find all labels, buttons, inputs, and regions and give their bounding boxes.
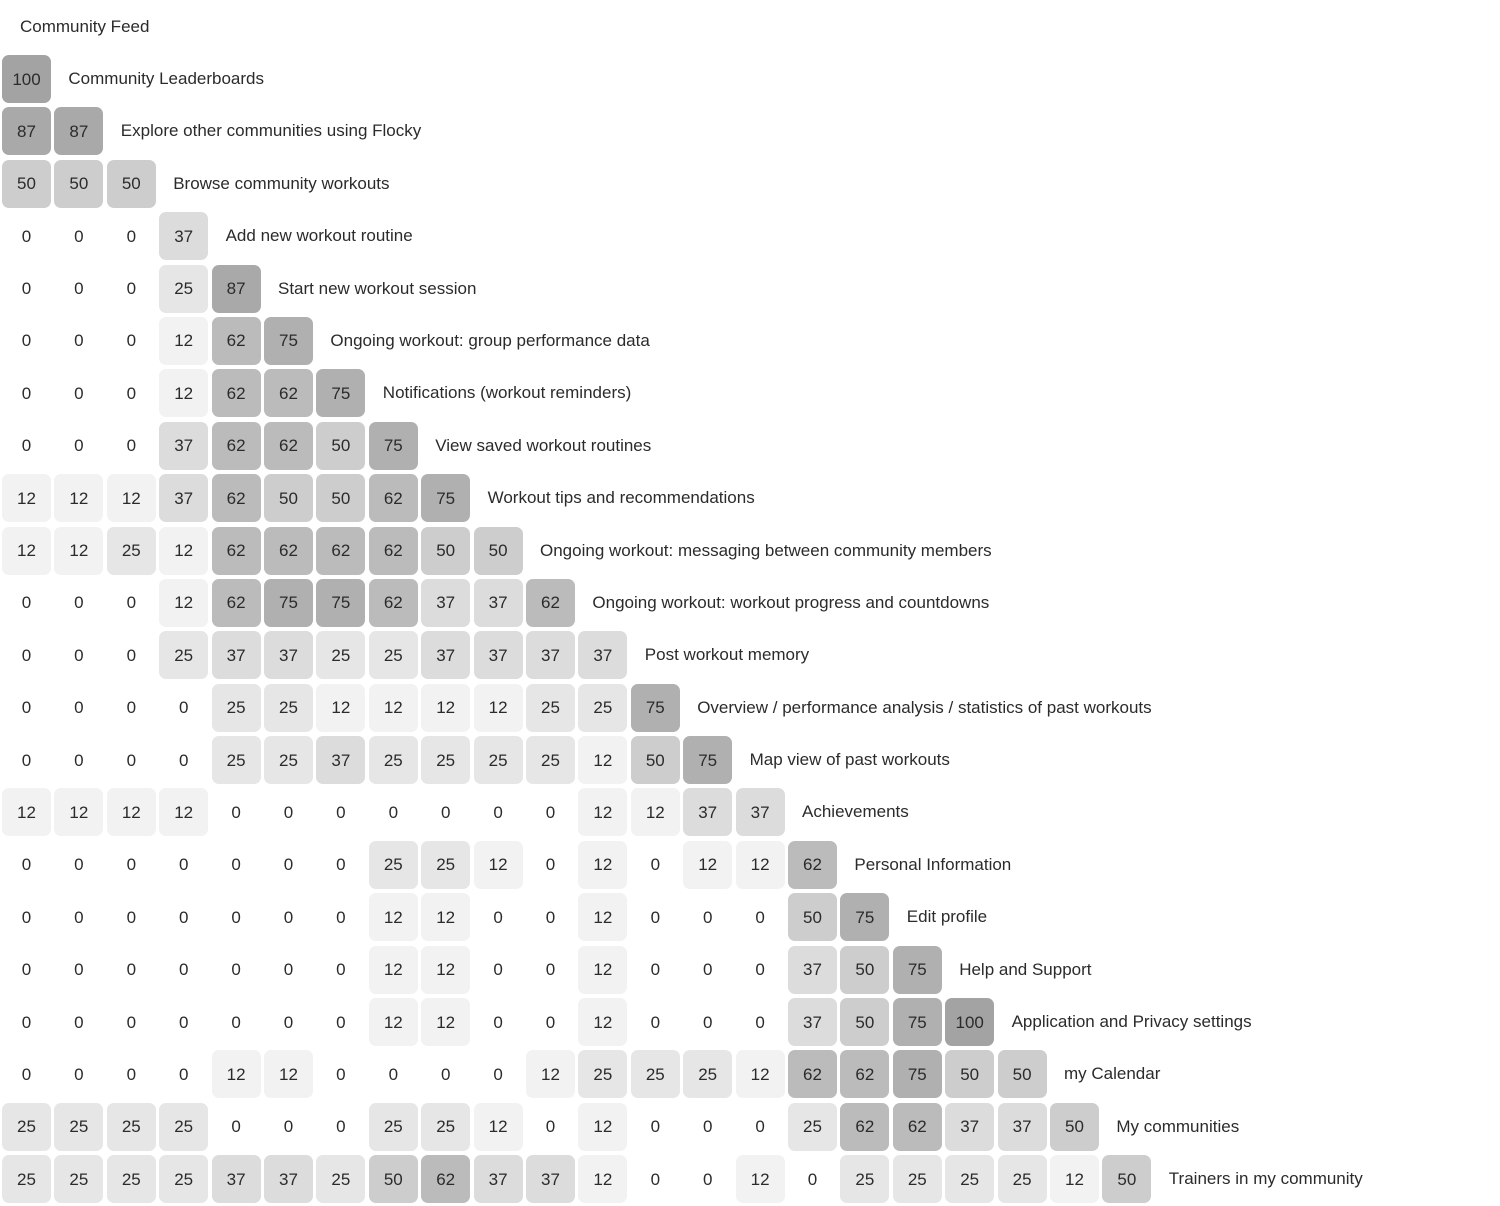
- dsm-row: [0, 1048, 1500, 1100]
- dsm-row-label: Edit profile: [906, 907, 988, 927]
- dsm-cell-empty[interactable]: 0: [702, 1169, 713, 1189]
- dsm-cell[interactable]: 25: [421, 1103, 470, 1151]
- dsm-cell[interactable]: 75: [264, 317, 313, 365]
- dsm-cell[interactable]: 12: [421, 893, 470, 941]
- dsm-cell-empty[interactable]: 0: [650, 1169, 661, 1189]
- dsm-cell[interactable]: 62: [369, 474, 418, 522]
- dsm-cell[interactable]: 12: [54, 788, 103, 836]
- dsm-cell[interactable]: 62: [526, 579, 575, 627]
- dsm-cell[interactable]: 25: [212, 684, 261, 732]
- dsm-cell-empty[interactable]: 0: [178, 1012, 189, 1032]
- dsm-cell[interactable]: 12: [316, 684, 365, 732]
- dsm-cell[interactable]: 25: [998, 1155, 1047, 1203]
- dsm-cell-empty[interactable]: 0: [21, 750, 32, 770]
- dsm-cell[interactable]: 62: [264, 422, 313, 470]
- dsm-cell[interactable]: 62: [264, 369, 313, 417]
- dsm-row: [0, 1153, 1500, 1205]
- dsm-cell-empty[interactable]: 0: [74, 1064, 84, 1084]
- dsm-cell[interactable]: 62: [264, 527, 313, 575]
- dsm-row: [0, 105, 1500, 157]
- dsm-cell[interactable]: 37: [421, 579, 470, 627]
- dsm-cell[interactable]: 37: [421, 631, 470, 679]
- dsm-cell-empty[interactable]: 0: [74, 383, 84, 403]
- dsm-cell-empty[interactable]: 0: [283, 960, 294, 980]
- dsm-cell[interactable]: 62: [212, 527, 261, 575]
- dsm-row: [0, 996, 1500, 1048]
- dsm-cell-empty[interactable]: 0: [493, 960, 503, 980]
- dsm-cell[interactable]: 50: [1102, 1155, 1151, 1203]
- dsm-cell-empty[interactable]: 0: [21, 383, 32, 403]
- dsm-cell-empty[interactable]: 0: [126, 593, 137, 613]
- dsm-cell[interactable]: 62: [316, 527, 365, 575]
- dsm-cell[interactable]: 12: [264, 1050, 313, 1098]
- dsm-cell[interactable]: 25: [2, 1103, 51, 1151]
- dsm-cell[interactable]: 25: [107, 1103, 156, 1151]
- dsm-cell[interactable]: 62: [369, 527, 418, 575]
- dsm-row-label: Ongoing workout: group performance data: [330, 330, 650, 350]
- dsm-cell[interactable]: 25: [526, 684, 575, 732]
- dsm-cell[interactable]: 25: [159, 1103, 208, 1151]
- dsm-cell[interactable]: 62: [840, 1050, 889, 1098]
- dsm-cell-empty[interactable]: 0: [74, 1012, 84, 1032]
- dsm-row: [0, 158, 1500, 210]
- dsm-cell-empty[interactable]: 0: [178, 960, 189, 980]
- dsm-cell[interactable]: 12: [683, 841, 732, 889]
- dsm-cell-empty[interactable]: 0: [178, 855, 189, 875]
- dsm-cell[interactable]: 25: [945, 1155, 994, 1203]
- dsm-cell[interactable]: 75: [369, 422, 418, 470]
- dsm-cell[interactable]: 25: [631, 1050, 680, 1098]
- dsm-cell-empty[interactable]: 0: [126, 331, 137, 351]
- dsm-cell[interactable]: 62: [788, 1050, 837, 1098]
- dsm-cell-empty[interactable]: 0: [283, 907, 294, 927]
- dsm-cell-empty[interactable]: 0: [545, 1012, 556, 1032]
- dsm-cell[interactable]: 12: [578, 946, 627, 994]
- dsm-row-label: Start new workout session: [278, 278, 477, 298]
- dsm-cell-empty[interactable]: 0: [21, 593, 32, 613]
- dsm-cell[interactable]: 25: [107, 1155, 156, 1203]
- dsm-cell-empty[interactable]: 0: [74, 279, 84, 299]
- dsm-cell-empty[interactable]: 0: [283, 802, 294, 822]
- dsm-cell-empty[interactable]: 0: [702, 960, 713, 980]
- dsm-cell[interactable]: 50: [316, 474, 365, 522]
- dsm-cell-empty[interactable]: 0: [126, 1064, 137, 1084]
- dsm-row: [0, 629, 1500, 681]
- dsm-cell[interactable]: 25: [54, 1155, 103, 1203]
- dsm-cell[interactable]: 37: [474, 579, 523, 627]
- dsm-cell[interactable]: 50: [840, 998, 889, 1046]
- dsm-cell-empty[interactable]: 0: [126, 750, 137, 770]
- dsm-cell[interactable]: 12: [369, 893, 418, 941]
- dsm-cell-empty[interactable]: 0: [545, 907, 556, 927]
- dsm-cell[interactable]: 25: [421, 736, 470, 784]
- dsm-cell[interactable]: 50: [474, 527, 523, 575]
- dsm-cell-empty[interactable]: 0: [545, 855, 556, 875]
- dsm-row-label: Ongoing workout: messaging between community members: [540, 540, 992, 560]
- dsm-row: [0, 786, 1500, 838]
- dsm-cell-empty[interactable]: 0: [126, 645, 137, 665]
- dsm-cell-empty[interactable]: 0: [755, 907, 765, 927]
- dsm-row-label: Overview / performance analysis / statistics of past workouts: [697, 697, 1152, 717]
- dsm-cell[interactable]: 12: [474, 841, 523, 889]
- dsm-cell[interactable]: 12: [369, 998, 418, 1046]
- dsm-cell[interactable]: 25: [107, 527, 156, 575]
- dsm-cell-empty[interactable]: 0: [21, 226, 32, 246]
- dsm-row-label: View saved workout routines: [435, 435, 652, 455]
- dsm-cell[interactable]: 12: [107, 474, 156, 522]
- dsm-cell[interactable]: 12: [421, 946, 470, 994]
- dsm-row: [0, 315, 1500, 367]
- dsm-cell[interactable]: 12: [54, 527, 103, 575]
- dsm-row: [0, 367, 1500, 419]
- dsm-cell-empty[interactable]: 0: [650, 907, 661, 927]
- dsm-cell[interactable]: 37: [788, 946, 837, 994]
- dsm-cell[interactable]: 12: [2, 527, 51, 575]
- dsm-cell-empty[interactable]: 0: [126, 698, 137, 718]
- dsm-cell[interactable]: 12: [578, 841, 627, 889]
- dsm-cell[interactable]: 75: [893, 998, 942, 1046]
- dsm-cell[interactable]: 37: [683, 788, 732, 836]
- dsm-row: [0, 53, 1500, 105]
- dsm-cell[interactable]: 12: [526, 1050, 575, 1098]
- dsm-row: [0, 682, 1500, 734]
- dsm-cell-empty[interactable]: 0: [126, 226, 137, 246]
- dsm-cell[interactable]: 87: [2, 107, 51, 155]
- dsm-row-label: Ongoing workout: workout progress and countdowns: [592, 592, 990, 612]
- dsm-cell[interactable]: 50: [316, 422, 365, 470]
- dsm-cell[interactable]: 37: [159, 474, 208, 522]
- dsm-cell[interactable]: 25: [526, 736, 575, 784]
- dsm-cell-empty[interactable]: 0: [545, 1117, 556, 1137]
- dsm-cell-empty[interactable]: 0: [440, 802, 451, 822]
- dsm-cell[interactable]: 25: [421, 841, 470, 889]
- dsm-cell-empty[interactable]: 0: [178, 750, 189, 770]
- dsm-cell-empty[interactable]: 0: [336, 1117, 346, 1137]
- dsm-cell[interactable]: 75: [316, 579, 365, 627]
- dsm-cell-empty[interactable]: 0: [74, 750, 84, 770]
- dsm-cell[interactable]: 25: [474, 736, 523, 784]
- dsm-cell-empty[interactable]: 0: [283, 1012, 294, 1032]
- page-title: Community Feed: [20, 17, 150, 36]
- dsm-cell-empty[interactable]: 0: [388, 1064, 399, 1084]
- dsm-cell[interactable]: 37: [474, 1155, 523, 1203]
- dsm-cell[interactable]: 50: [2, 160, 51, 208]
- dsm-row: [0, 577, 1500, 629]
- dsm-row-container: [0, 53, 1500, 1206]
- dsm-row-label: Notifications (workout reminders): [382, 383, 632, 403]
- dsm-row-label: Post workout memory: [644, 645, 810, 665]
- dsm-cell[interactable]: 50: [631, 736, 680, 784]
- dsm-cell-empty[interactable]: 0: [545, 802, 556, 822]
- dsm-row: [0, 472, 1500, 524]
- dsm-cell-empty[interactable]: 0: [650, 960, 661, 980]
- dsm-cell[interactable]: 75: [840, 893, 889, 941]
- dsm-cell[interactable]: 37: [212, 1155, 261, 1203]
- dsm-cell[interactable]: 100: [945, 998, 994, 1046]
- dsm-cell[interactable]: 12: [159, 788, 208, 836]
- dsm-cell[interactable]: 12: [736, 841, 785, 889]
- dsm-row: [0, 944, 1500, 996]
- dsm-row-label: Personal Information: [854, 854, 1012, 874]
- dsm-cell[interactable]: 25: [369, 841, 418, 889]
- dsm-cell-empty[interactable]: 0: [336, 1012, 346, 1032]
- dsm-row: [0, 210, 1500, 262]
- dsm-cell[interactable]: 25: [369, 631, 418, 679]
- dsm-cell[interactable]: 12: [736, 1155, 785, 1203]
- dsm-cell[interactable]: 12: [736, 1050, 785, 1098]
- dsm-cell[interactable]: 12: [578, 1155, 627, 1203]
- dsm-cell[interactable]: 12: [1050, 1155, 1099, 1203]
- dsm-cell[interactable]: 25: [159, 631, 208, 679]
- dsm-cell[interactable]: 50: [1050, 1103, 1099, 1151]
- dsm-cell[interactable]: 75: [264, 579, 313, 627]
- dsm-cell[interactable]: 25: [683, 1050, 732, 1098]
- dsm-cell-empty[interactable]: 0: [21, 960, 32, 980]
- dsm-cell[interactable]: 25: [369, 1103, 418, 1151]
- dsm-cell[interactable]: 25: [369, 736, 418, 784]
- dsm-cell-empty[interactable]: 0: [178, 907, 189, 927]
- dsm-cell-empty[interactable]: 0: [74, 960, 84, 980]
- dsm-cell-empty[interactable]: 0: [755, 1012, 765, 1032]
- dsm-row-label: Application and Privacy settings: [1011, 1012, 1252, 1032]
- dsm-cell[interactable]: 25: [578, 1050, 627, 1098]
- dsm-cell-empty[interactable]: 0: [231, 1117, 241, 1137]
- dsm-cell-empty[interactable]: 0: [74, 855, 84, 875]
- dsm-cell-empty[interactable]: 0: [283, 855, 294, 875]
- dsm-cell[interactable]: 37: [264, 631, 313, 679]
- dsm-cell[interactable]: 37: [159, 212, 208, 260]
- dsm-cell-empty[interactable]: 0: [807, 1169, 818, 1189]
- dsm-row-label: Add new workout routine: [225, 226, 413, 246]
- dsm-cell[interactable]: 12: [2, 788, 51, 836]
- dsm-cell-empty[interactable]: 0: [126, 1012, 137, 1032]
- dsm-cell[interactable]: 62: [788, 841, 837, 889]
- dsm-cell-empty[interactable]: 0: [126, 855, 137, 875]
- dsm-cell-empty[interactable]: 0: [650, 1012, 661, 1032]
- dsm-cell-empty[interactable]: 0: [74, 907, 84, 927]
- dsm-cell-empty[interactable]: 0: [178, 1064, 189, 1084]
- dsm-cell[interactable]: 100: [2, 55, 51, 103]
- dsm-cell[interactable]: 62: [212, 579, 261, 627]
- dsm-cell[interactable]: 37: [264, 1155, 313, 1203]
- dsm-cell[interactable]: 50: [840, 946, 889, 994]
- dsm-cell-empty[interactable]: 0: [74, 645, 84, 665]
- dsm-cell[interactable]: 37: [945, 1103, 994, 1151]
- dsm-cell[interactable]: 12: [474, 684, 523, 732]
- dsm-cell-empty[interactable]: 0: [650, 1117, 661, 1137]
- dsm-row: [0, 1101, 1500, 1153]
- dsm-cell[interactable]: 62: [369, 579, 418, 627]
- dsm-cell-empty[interactable]: 0: [126, 383, 137, 403]
- dsm-cell[interactable]: 37: [526, 631, 575, 679]
- dsm-row-label: Help and Support: [959, 959, 1092, 979]
- dsm-cell-empty[interactable]: 0: [231, 855, 241, 875]
- dsm-cell-empty[interactable]: 0: [21, 1064, 32, 1084]
- dsm-row-label: Achievements: [802, 802, 909, 822]
- dsm-cell[interactable]: 37: [474, 631, 523, 679]
- dsm-cell[interactable]: 12: [54, 474, 103, 522]
- dsm-cell[interactable]: 12: [159, 317, 208, 365]
- dsm-cell[interactable]: 50: [54, 160, 103, 208]
- dsm-cell[interactable]: 12: [159, 369, 208, 417]
- dsm-cell[interactable]: 12: [421, 998, 470, 1046]
- dsm-cell[interactable]: 50: [998, 1050, 1047, 1098]
- dsm-cell-empty[interactable]: 0: [74, 226, 84, 246]
- dsm-cell[interactable]: 25: [212, 736, 261, 784]
- dsm-cell[interactable]: 50: [369, 1155, 418, 1203]
- dsm-cell-empty[interactable]: 0: [702, 1117, 713, 1137]
- dsm-cell[interactable]: 37: [998, 1103, 1047, 1151]
- dsm-cell-empty[interactable]: 0: [21, 436, 32, 456]
- dsm-row-label: Community Leaderboards: [68, 69, 264, 88]
- dsm-cell[interactable]: 37: [159, 422, 208, 470]
- dsm-cell-empty[interactable]: 0: [755, 1117, 765, 1137]
- dsm-row-label: Map view of past workouts: [749, 750, 950, 770]
- dsm-cell[interactable]: 87: [54, 107, 103, 155]
- dsm-cell[interactable]: 12: [631, 788, 680, 836]
- dsm-cell[interactable]: 25: [578, 684, 627, 732]
- dsm-cell-empty[interactable]: 0: [493, 1064, 503, 1084]
- dsm-cell-empty[interactable]: 0: [21, 279, 32, 299]
- dsm-cell[interactable]: 25: [54, 1103, 103, 1151]
- dsm-cell[interactable]: 12: [107, 788, 156, 836]
- dsm-cell[interactable]: 62: [840, 1103, 889, 1151]
- dsm-cell-empty[interactable]: 0: [702, 1012, 713, 1032]
- dsm-row-label: Browse community workouts: [173, 173, 390, 193]
- dsm-cell-empty[interactable]: 0: [336, 802, 346, 822]
- dsm-cell-empty[interactable]: 0: [126, 279, 137, 299]
- dsm-cell[interactable]: 12: [578, 1103, 627, 1151]
- dsm-cell[interactable]: 37: [578, 631, 627, 679]
- dsm-cell[interactable]: 75: [683, 736, 732, 784]
- dsm-cell[interactable]: 25: [788, 1103, 837, 1151]
- dsm-cell-empty[interactable]: 0: [21, 698, 32, 718]
- dsm-row: [0, 420, 1500, 472]
- dsm-cell[interactable]: 50: [264, 474, 313, 522]
- dsm-cell-empty[interactable]: 0: [21, 331, 32, 351]
- dsm-cell-empty[interactable]: 0: [755, 960, 765, 980]
- dsm-cell-empty[interactable]: 0: [21, 645, 32, 665]
- dsm-row: [0, 839, 1500, 891]
- dsm-cell[interactable]: 37: [526, 1155, 575, 1203]
- dsm-cell[interactable]: 75: [631, 684, 680, 732]
- dsm-cell[interactable]: 25: [264, 736, 313, 784]
- dsm-cell-empty[interactable]: 0: [493, 907, 503, 927]
- dsm-cell-empty[interactable]: 0: [440, 1064, 451, 1084]
- dsm-cell[interactable]: 62: [212, 474, 261, 522]
- dsm-cell-empty[interactable]: 0: [231, 802, 241, 822]
- dsm-cell-empty[interactable]: 0: [74, 698, 84, 718]
- dsm-cell-empty[interactable]: 0: [231, 1012, 241, 1032]
- dsm-row-label: Explore other communities using Flocky: [120, 121, 422, 141]
- dsm-cell[interactable]: 25: [159, 1155, 208, 1203]
- dsm-cell-empty[interactable]: 0: [493, 1012, 503, 1032]
- dsm-cell-empty[interactable]: 0: [702, 907, 713, 927]
- dsm-cell-empty[interactable]: 0: [231, 907, 241, 927]
- dsm-cell-empty[interactable]: 0: [21, 855, 32, 875]
- dsm-cell[interactable]: 12: [474, 1103, 523, 1151]
- dsm-row: [0, 734, 1500, 786]
- dsm-cell-empty[interactable]: 0: [126, 907, 137, 927]
- dsm-cell-empty[interactable]: 0: [126, 436, 137, 456]
- dsm-cell-empty[interactable]: 0: [336, 855, 346, 875]
- dsm-cell[interactable]: 75: [316, 369, 365, 417]
- dsm-cell-empty[interactable]: 0: [388, 802, 399, 822]
- dsm-cell[interactable]: 37: [788, 998, 837, 1046]
- dsm-row: [0, 263, 1500, 315]
- dsm-cell[interactable]: 12: [159, 527, 208, 575]
- dsm-cell[interactable]: 12: [212, 1050, 261, 1098]
- dsm-cell[interactable]: 12: [159, 579, 208, 627]
- dsm-cell[interactable]: 62: [212, 317, 261, 365]
- dsm-row-label: Trainers in my community: [1168, 1169, 1363, 1189]
- dsm-cell[interactable]: 12: [2, 474, 51, 522]
- dsm-cell[interactable]: 25: [159, 265, 208, 313]
- dsm-cell-empty[interactable]: 0: [21, 907, 32, 927]
- dsm-cell[interactable]: 62: [421, 1155, 470, 1203]
- dsm-cell[interactable]: 12: [578, 998, 627, 1046]
- dsm-row-label: my Calendar: [1064, 1064, 1161, 1084]
- dsm-cell-empty[interactable]: 0: [126, 960, 137, 980]
- dsm-cell[interactable]: 12: [578, 788, 627, 836]
- dsm-cell[interactable]: 12: [578, 893, 627, 941]
- dsm-cell[interactable]: 50: [421, 527, 470, 575]
- dsm-cell[interactable]: 37: [212, 631, 261, 679]
- dsm-cell-empty[interactable]: 0: [336, 960, 346, 980]
- dsm-cell[interactable]: 87: [212, 265, 261, 313]
- dsm-cell[interactable]: 75: [893, 1050, 942, 1098]
- dsm-cell-empty[interactable]: 0: [493, 802, 503, 822]
- dsm-cell-empty[interactable]: 0: [283, 1117, 294, 1137]
- dsm-cell[interactable]: 25: [2, 1155, 51, 1203]
- dsm-row: [0, 525, 1500, 577]
- dsm-cell[interactable]: 50: [788, 893, 837, 941]
- dsm-cell[interactable]: 25: [316, 1155, 365, 1203]
- dsm-cell[interactable]: 62: [212, 369, 261, 417]
- dsm-cell[interactable]: 37: [736, 788, 785, 836]
- dsm-cell-empty[interactable]: 0: [650, 855, 661, 875]
- dsm-cell-empty[interactable]: 0: [336, 1064, 346, 1084]
- dsm-cell[interactable]: 12: [369, 684, 418, 732]
- dsm-cell-empty[interactable]: 0: [74, 331, 84, 351]
- dsm-cell[interactable]: 25: [893, 1155, 942, 1203]
- dsm-cell-empty[interactable]: 0: [336, 907, 346, 927]
- dsm-row-label: Workout tips and recommendations: [487, 488, 755, 508]
- dsm-cell[interactable]: 12: [578, 736, 627, 784]
- dsm-cell[interactable]: 62: [893, 1103, 942, 1151]
- dsm-cell[interactable]: 75: [893, 946, 942, 994]
- dsm-cell[interactable]: 12: [369, 946, 418, 994]
- dsm-cell-empty[interactable]: 0: [74, 436, 84, 456]
- dsm-cell-empty[interactable]: 0: [21, 1012, 32, 1032]
- dsm-cell-empty[interactable]: 0: [178, 698, 189, 718]
- dsm-cell-empty[interactable]: 0: [545, 960, 556, 980]
- dsm-row: [0, 891, 1500, 943]
- dsm-cell[interactable]: 50: [107, 160, 156, 208]
- dsm-cell[interactable]: 25: [840, 1155, 889, 1203]
- dsm-cell-empty[interactable]: 0: [74, 593, 84, 613]
- dsm-cell-empty[interactable]: 0: [231, 960, 241, 980]
- dsm-cell[interactable]: 75: [421, 474, 470, 522]
- dsm-cell[interactable]: 62: [212, 422, 261, 470]
- dsm-row-label: My communities: [1116, 1116, 1240, 1136]
- dsm-cell[interactable]: 25: [316, 631, 365, 679]
- dsm-cell[interactable]: 25: [264, 684, 313, 732]
- dsm-cell[interactable]: 50: [945, 1050, 994, 1098]
- dsm-cell[interactable]: 12: [421, 684, 470, 732]
- dsm-cell[interactable]: 37: [316, 736, 365, 784]
